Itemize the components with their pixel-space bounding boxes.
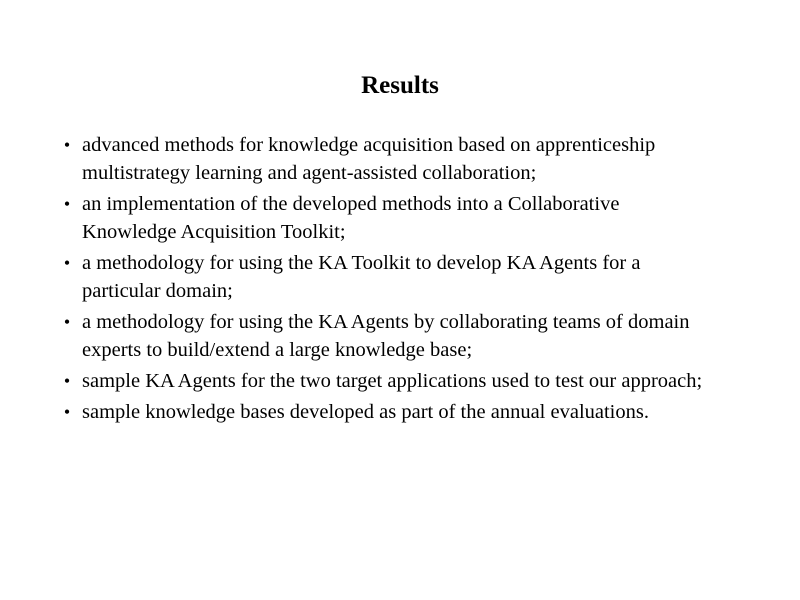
list-item xyxy=(52,308,732,364)
bullet-icon: • xyxy=(63,253,71,273)
list-item xyxy=(52,367,732,395)
list-item xyxy=(52,190,732,246)
bullet-icon: • xyxy=(63,194,71,214)
bullet-text: a methodology for using the KA Toolkit to develop KA Agents for a particular domain; xyxy=(82,252,641,302)
bullet-icon: • xyxy=(63,135,71,155)
bullet-text: sample knowledge bases developed as part of the annual evaluations. xyxy=(82,401,649,423)
page-title: Results xyxy=(361,72,439,99)
bullet-text: an implementation of the developed methods into a Collaborative Knowledge Acquisition Toolkit; xyxy=(82,193,620,243)
bullet-text: advanced methods for knowledge acquisition based on apprenticeship multistrategy learning and agent-assisted collaboration; xyxy=(82,134,656,184)
bullet-icon: • xyxy=(63,371,71,391)
bullet-icon: • xyxy=(63,312,71,332)
list-item xyxy=(52,398,732,426)
list-item xyxy=(52,131,732,187)
bullet-text: sample KA Agents for the two target applications used to test our approach; xyxy=(82,370,703,392)
list-item xyxy=(52,249,732,305)
bullet-list xyxy=(52,131,732,429)
bullet-icon: • xyxy=(63,402,71,422)
bullet-text: a methodology for using the KA Agents by collaborating teams of domain experts to build/extend a large knowledge base; xyxy=(82,311,690,361)
